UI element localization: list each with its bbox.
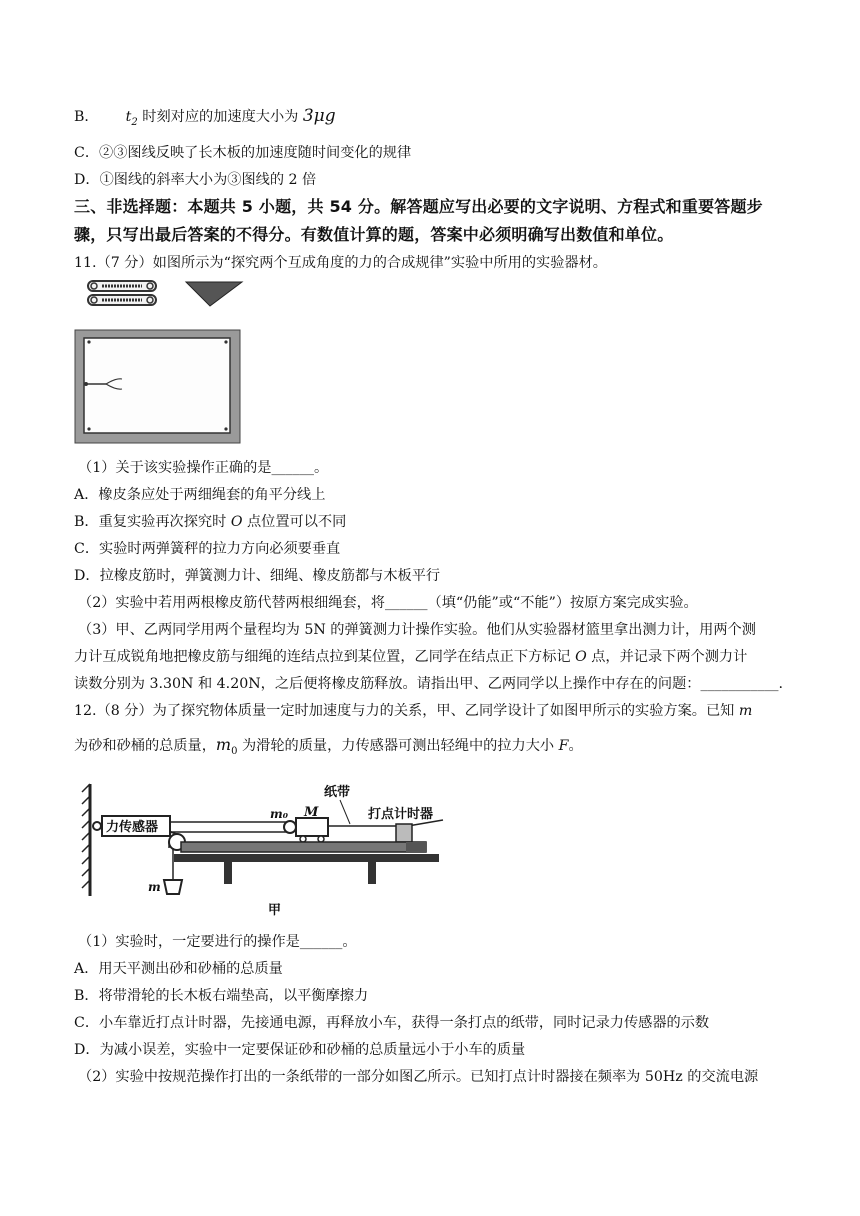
- q12-experiment-figure: [78, 776, 448, 920]
- spring-scale-icon: [88, 281, 156, 305]
- q11-option-d: D．拉橡皮筋时，弹簧测力计、细绳、橡皮筋都与木板平行: [74, 568, 441, 584]
- q11-apparatus-figure: [72, 278, 244, 446]
- q12-option-b: B．将带滑轮的长木板右端垫高，以平衡摩擦力: [74, 988, 369, 1004]
- q12-option-d: D．为减小误差，实验中一定要保证砂和砂桶的总质量远小于小车的质量: [74, 1042, 526, 1058]
- q12-part1: （1）实验时，一定要进行的操作是______。: [78, 934, 357, 950]
- q11-option-b: B．重复实验再次探究时 O 点位置可以不同: [74, 514, 347, 530]
- q12-part2: （2）实验中按规范操作打出的一条纸带的一部分如图乙所示。已知打点计时器接在频率为 50Hz 的交流电源: [78, 1069, 759, 1085]
- label-tape: 纸带: [324, 785, 351, 800]
- q11-option-c: C．实验时两弹簧秤的拉力方向必须要垂直: [74, 541, 341, 557]
- q11-part3-line1: （3）甲、乙两同学用两个量程均为 5N 的弹簧测力计操作实验。他们从实验器材篮里拿出测力计，用两个测: [78, 622, 756, 638]
- label-timer: 打点计时器: [368, 807, 434, 822]
- timer-box: [396, 824, 412, 842]
- q12-option-a: A．用天平测出砂和砂桶的总质量: [74, 961, 283, 977]
- q12-stem-line2: 为砂和砂桶的总质量，$m_0$ 为滑轮的质量，力传感器可测出轻绳中的拉力大小 F。: [74, 735, 583, 757]
- section-3-heading-line1: 三、非选择题：本题共 5 小题，共 54 分。解答题应写出必要的文字说明、方程式和重要答题步: [74, 197, 763, 216]
- option-10b: B． $t_2$ 时刻对应的加速度大小为 3μg: [74, 106, 336, 128]
- q12-option-c: C．小车靠近打点计时器，先接通电源，再释放小车，获得一条打点的纸带，同时记录力传感器的示数: [74, 1015, 710, 1031]
- q12-stem-line1: 12.（8 分）为了探究物体质量一定时加速度与力的关系，甲、乙同学设计了如图甲所示的实验方案。已知 m: [74, 703, 753, 719]
- q11-part1: （1）关于该实验操作正确的是______。: [78, 460, 329, 476]
- q11-stem: 11.（7 分）如图所示为“探究两个互成角度的力的合成规律”实验中所用的实验器材。: [74, 255, 607, 271]
- q11-part3-line3: 读数分别为 3.30N 和 4.20N，之后便将橡皮筋释放。请指出甲、乙两同学以上操作中存在的问题：___________.: [74, 676, 784, 692]
- label-m: m: [148, 880, 161, 894]
- triangle-ruler-icon: [186, 282, 242, 306]
- label-M: M: [304, 805, 319, 820]
- option-10d: D．①图线的斜率大小为③图线的 2 倍: [74, 172, 317, 188]
- figure-caption: 甲: [268, 903, 282, 918]
- option-10c: C．②③图线反映了长木板的加速度随时间变化的规律: [74, 145, 412, 161]
- q11-part3-line2: 力计互成锐角地把橡皮筋与细绳的连结点拉到某位置，乙同学在结点正下方标记 O 点，并记录下两个测力计: [74, 649, 748, 665]
- section-3-heading-line2: 骤，只写出最后答案的不得分。有数值计算的题，答案中必须明确写出数值和单位。: [74, 225, 674, 244]
- var-t2: $t_2$: [125, 109, 138, 128]
- q11-option-a: A．橡皮条应处于两细绳套的角平分线上: [74, 487, 326, 503]
- label-m0: m₀: [270, 807, 288, 821]
- formula-3mug: 3μg: [302, 106, 336, 126]
- label-force-sensor: 力传感器: [106, 820, 159, 835]
- cart-box: [296, 818, 328, 836]
- q11-part2: （2）实验中若用两根橡皮筋代替两根细绳套，将______（填“仍能”或“不能”）按原方案完成实验。: [78, 595, 698, 611]
